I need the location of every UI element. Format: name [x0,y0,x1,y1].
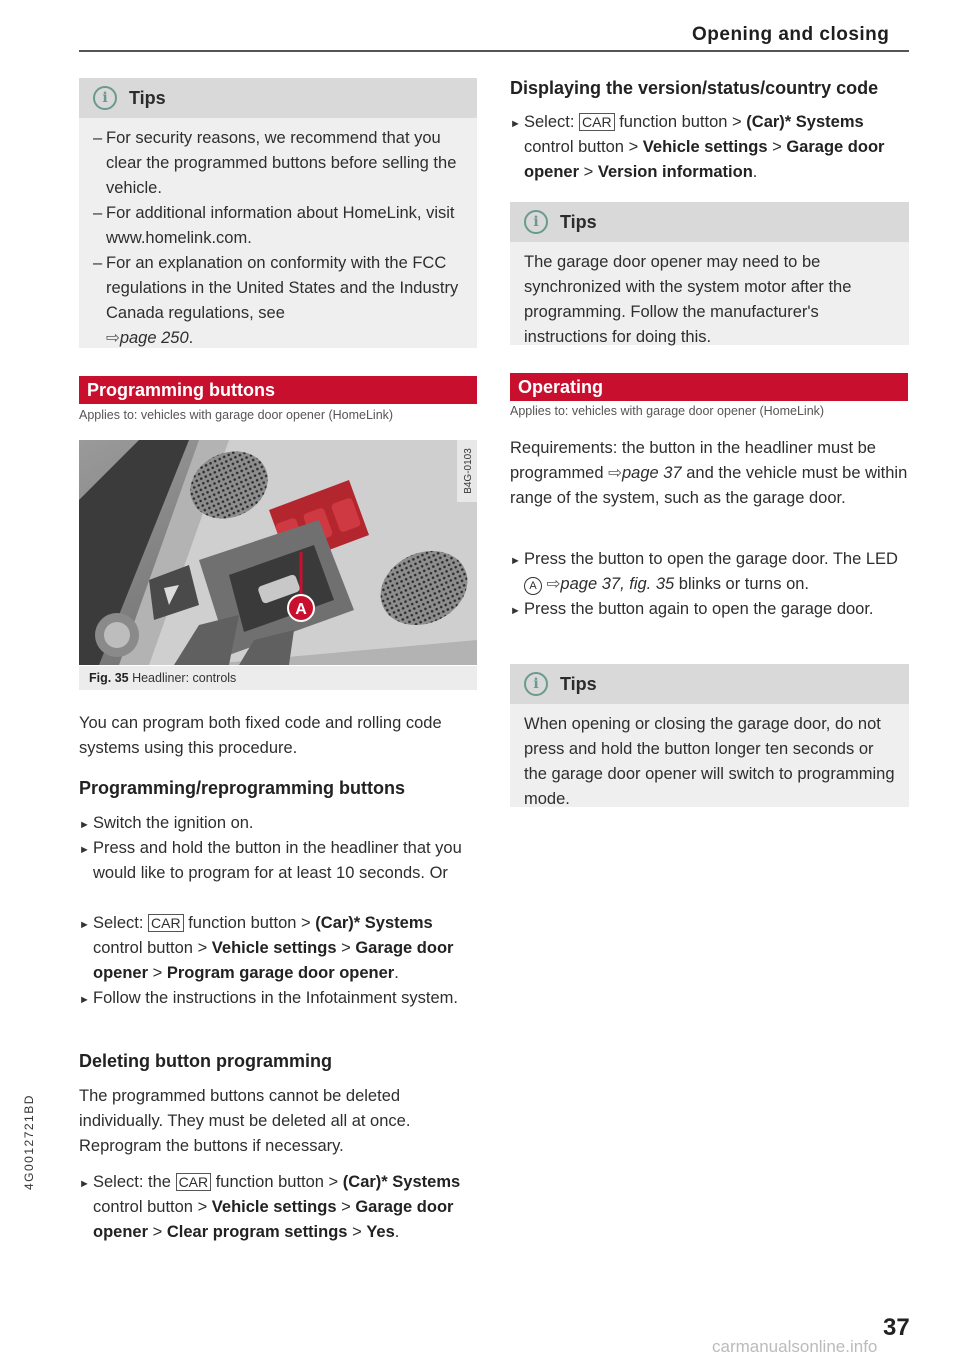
step-press-again: ► Press the button again to open the garage door. [510,600,874,618]
section-header: Opening and closing [692,24,890,45]
figure-headliner-controls [79,440,477,665]
step-select-version: ► Select: CAR function button > (Car)* Systems control button > Vehicle settings > Garage door opener > Version information. [510,113,885,181]
heading-deleting: Deleting button programming [79,1051,332,1071]
figure-code: B4G-0103 [463,448,474,494]
operating-requirements: Requirements: the button in the headliner must be programmed ⇨page 37 and the vehicle must be within range of the system, such as the garage door. [510,439,908,507]
figure-caption: Fig. 35 Headliner: controls [79,666,477,690]
deleting-text: The programmed buttons cannot be deleted individually. They must be deleted all at once. Reprogram the buttons if necessary. [79,1087,411,1155]
page-reference-link[interactable]: page 250 [119,329,189,347]
programming-intro: You can program both fixed code and rolling code systems using this procedure. [79,714,442,757]
tip-item: – For additional information about HomeLink, visit www.homelink.com. [93,204,455,247]
tip-item: – For an explanation on conformity with the FCC regulations in the United States and the Industry Canada regulations, see ⇨page 250. [93,254,459,347]
section-title-operating: Operating [510,373,908,401]
page-reference-link[interactable]: page 37, fig. 35 [560,575,675,593]
applies-to: Applies to: vehicles with garage door opener (HomeLink) [79,408,394,422]
info-icon: i [524,210,548,234]
tips-title: Tips [560,211,597,232]
step-select-clear: ► Select: the CAR function button > (Car)* Systems control button > Vehicle settings > Garage door opener > Clear program settings > Yes. [79,1173,461,1241]
step-select-program: ► Select: CAR function button > (Car)* Systems control button > Vehicle settings > Garage door opener > Program garage door opener. [79,914,454,982]
tips-box-programming-mode [510,664,909,807]
step-press-open: ► Press the button to open the garage door. The LED A ⇨page 37, fig. 35 blinks or turns on. [510,550,898,593]
car-function-button-label: CAR [579,113,615,131]
info-icon: i [524,672,548,696]
document-code: 4G0012721BD [22,1094,36,1190]
step-press-hold: ► Press and hold the button in the headliner that you would like to program for at least 10 seconds. Or [79,839,462,882]
tips-text: When opening or closing the garage door, do not press and hold the button longer ten seconds or the garage door opener will switch to programming mode. [524,715,895,808]
page-number: 37 [883,1314,910,1341]
page-reference-arrow: ⇨ [106,329,120,347]
led-callout-a: A [524,577,542,595]
callout-a: A [295,601,307,618]
tips-header [510,202,909,242]
car-function-button-label: CAR [176,1173,212,1191]
tips-title: Tips [129,87,166,108]
tips-box-security [79,78,477,348]
tip-item: – For security reasons, we recommend that you clear the programmed buttons before selling the vehicle. [93,129,457,197]
headliner-illustration [79,440,477,665]
tips-header [79,78,477,118]
heading-version: Displaying the version/status/country code [510,78,879,98]
page-reference-link[interactable]: page 37 [621,464,682,482]
info-icon: i [93,86,117,110]
applies-to: Applies to: vehicles with garage door opener (HomeLink) [510,404,825,418]
step-ignition: ► Switch the ignition on. [79,814,254,832]
header-rule [79,50,909,52]
tips-header [510,664,909,704]
section-title-programming: Programming buttons [79,376,477,404]
tips-title: Tips [560,673,597,694]
heading-reprogramming: Programming/reprogramming buttons [79,778,406,798]
step-follow-instructions: ► Follow the instructions in the Infotainment system. [79,989,458,1007]
car-function-button-label: CAR [148,914,184,932]
tips-text: The garage door opener may need to be synchronized with the system motor after the programming. Follow the manufacturer's instructions for doing this. [524,253,852,346]
watermark: carmanualsonline.info [712,1337,878,1356]
tips-box-sync [510,202,909,345]
